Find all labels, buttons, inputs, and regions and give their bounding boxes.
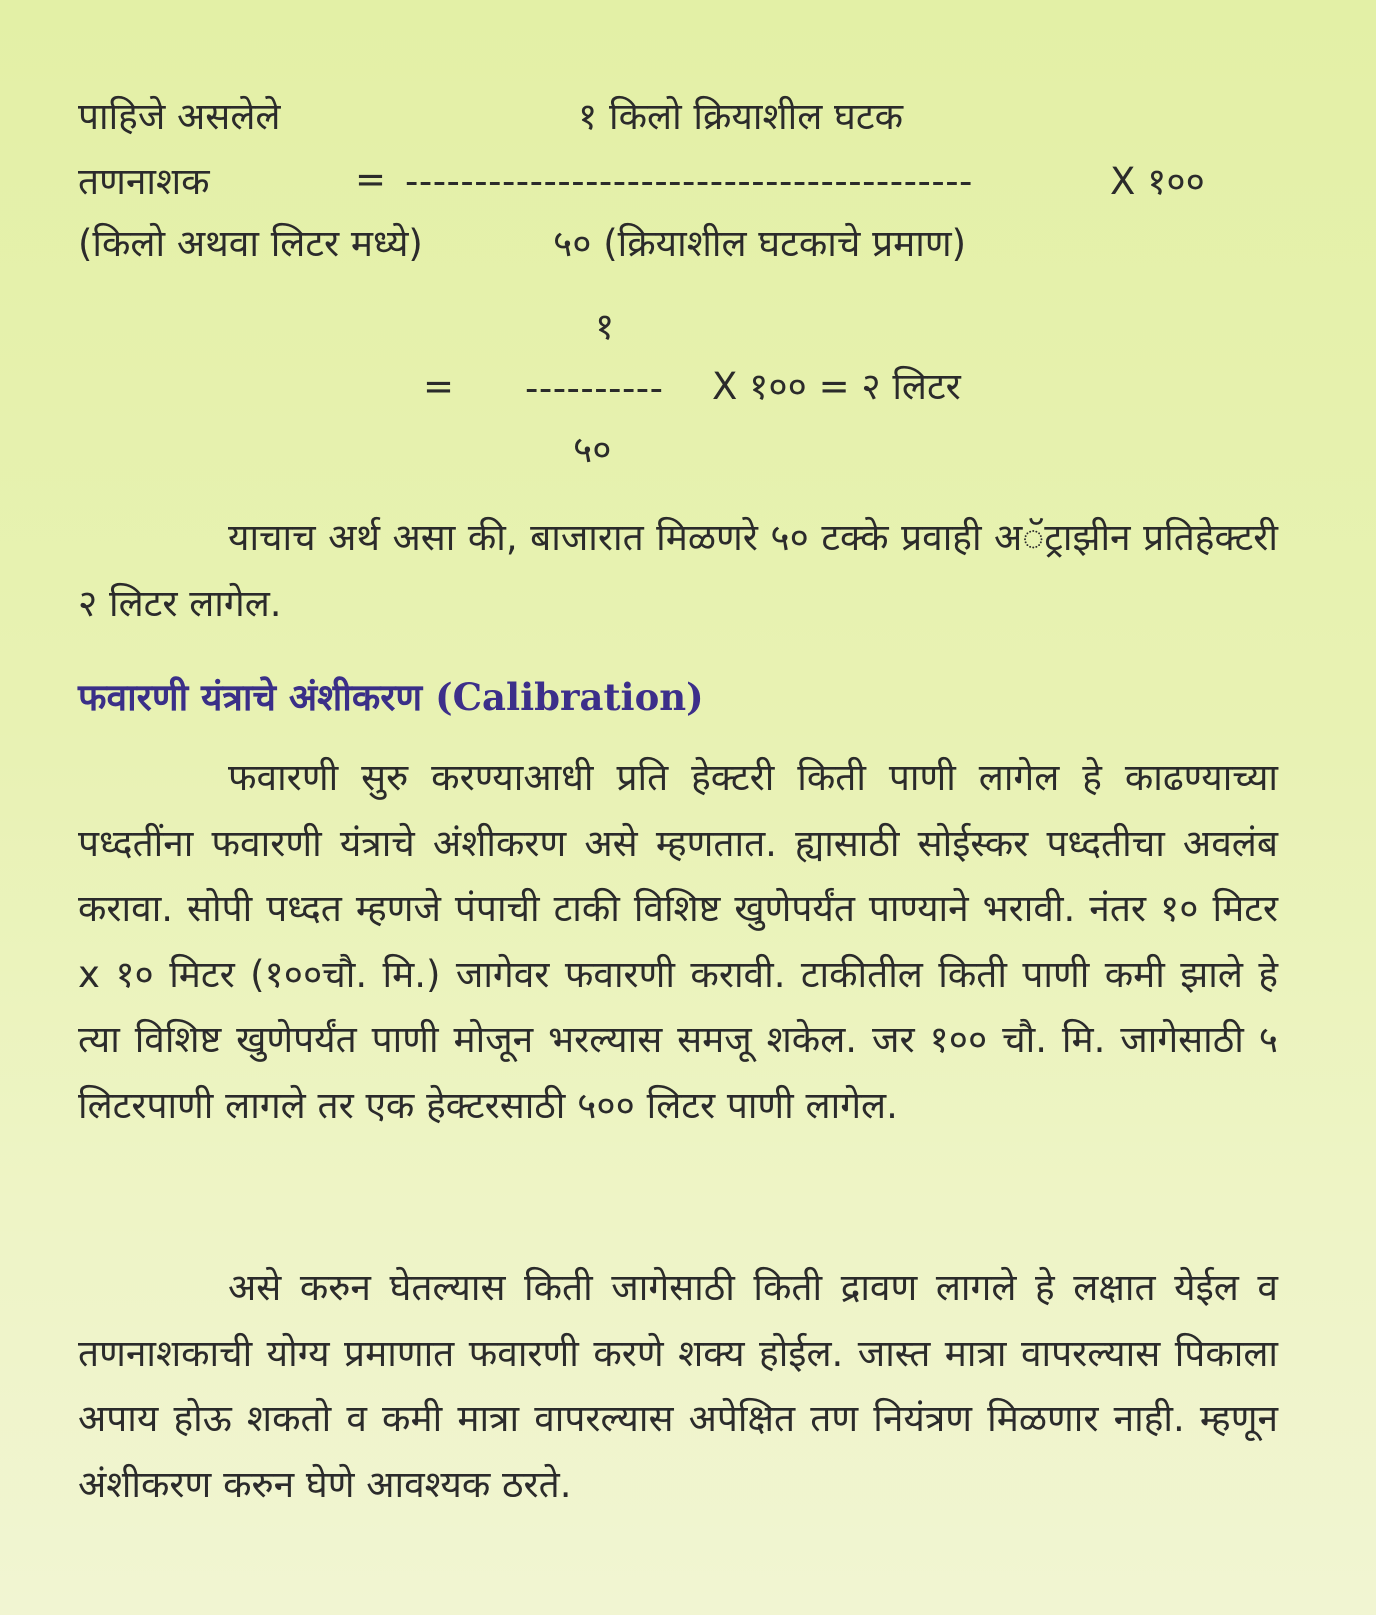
step2-numerator: १	[595, 305, 615, 348]
formula-equals: =	[355, 158, 387, 201]
heading-marathi: फवारणी यंत्राचे अंशीकरण	[78, 676, 423, 719]
formula-multiplier: X १००	[1110, 160, 1205, 203]
formula-fraction-line: -----------------------------------------	[405, 160, 973, 203]
heading-english: (Calibration)	[435, 675, 704, 719]
formula-lhs-line2: तणनाशक	[78, 160, 210, 203]
paragraph-1: याचाच अर्थ असा की, बाजारात मिळणरे ५० टक्के प्रवाही अॅट्राझीन प्रतिहेक्टरी २ लिटर लागेल.	[78, 516, 1278, 625]
step2-result: X १०० = २ लिटर	[712, 365, 961, 408]
formula-denominator: ५० (क्रियाशील घटकाचे प्रमाण)	[553, 222, 967, 265]
step2-denominator: ५०	[573, 428, 612, 471]
paragraph-3: असे करुन घेतल्यास किती जागेसाठी किती द्रावण लागले हे लक्षात येईल व तणनाशकाची योग्य प्रमाणात फवारणी करणे शक्य होईल. जास्त मात्रा वापरल्यास पिकाला अपाय होऊ शकतो व कमी मात्रा वापरल्यास अपेक्षित तण नियंत्रण मिळणार नाही. म्हणून अंशीकरण करुन घेणे आवश्यक ठरते.	[78, 1266, 1278, 1506]
step2-equals: =	[423, 365, 455, 408]
formula-lhs-line3: (किलो अथवा लिटर मध्ये)	[78, 222, 423, 265]
section-heading	[78, 675, 704, 720]
formula-numerator: १ किलो क्रियाशील घटक	[578, 95, 903, 138]
formula-lhs-line1: पाहिजे असलेले	[78, 95, 281, 138]
paragraph-2: फवारणी सुरु करण्याआधी प्रति हेक्टरी किती पाणी लागेल हे काढण्याच्या पध्दतींना फवारणी यंत्राचे अंशीकरण असे म्हणतात. ह्यासाठी सोईस्कर पध्दतीचा अवलंब करावा. सोपी पध्दत म्हणजे पंपाची टाकी विशिष्ट खुणेपर्यंत पाण्याने भरावी. नंतर १० मिटर x १० मिटर (१००चौ. मि.) जागेवर फवारणी करावी. टाकीतील किती पाणी कमी झाले हे त्या विशिष्ट खुणेपर्यंत पाणी मोजून भरल्यास समजू शकेल. जर १०० चौ. मि. जागेसाठी ५ लिटरपाणी लागले तर एक हेक्टरसाठी ५०० लिटर पाणी लागेल.	[78, 756, 1278, 1127]
step2-fraction-line: ----------	[525, 367, 664, 410]
